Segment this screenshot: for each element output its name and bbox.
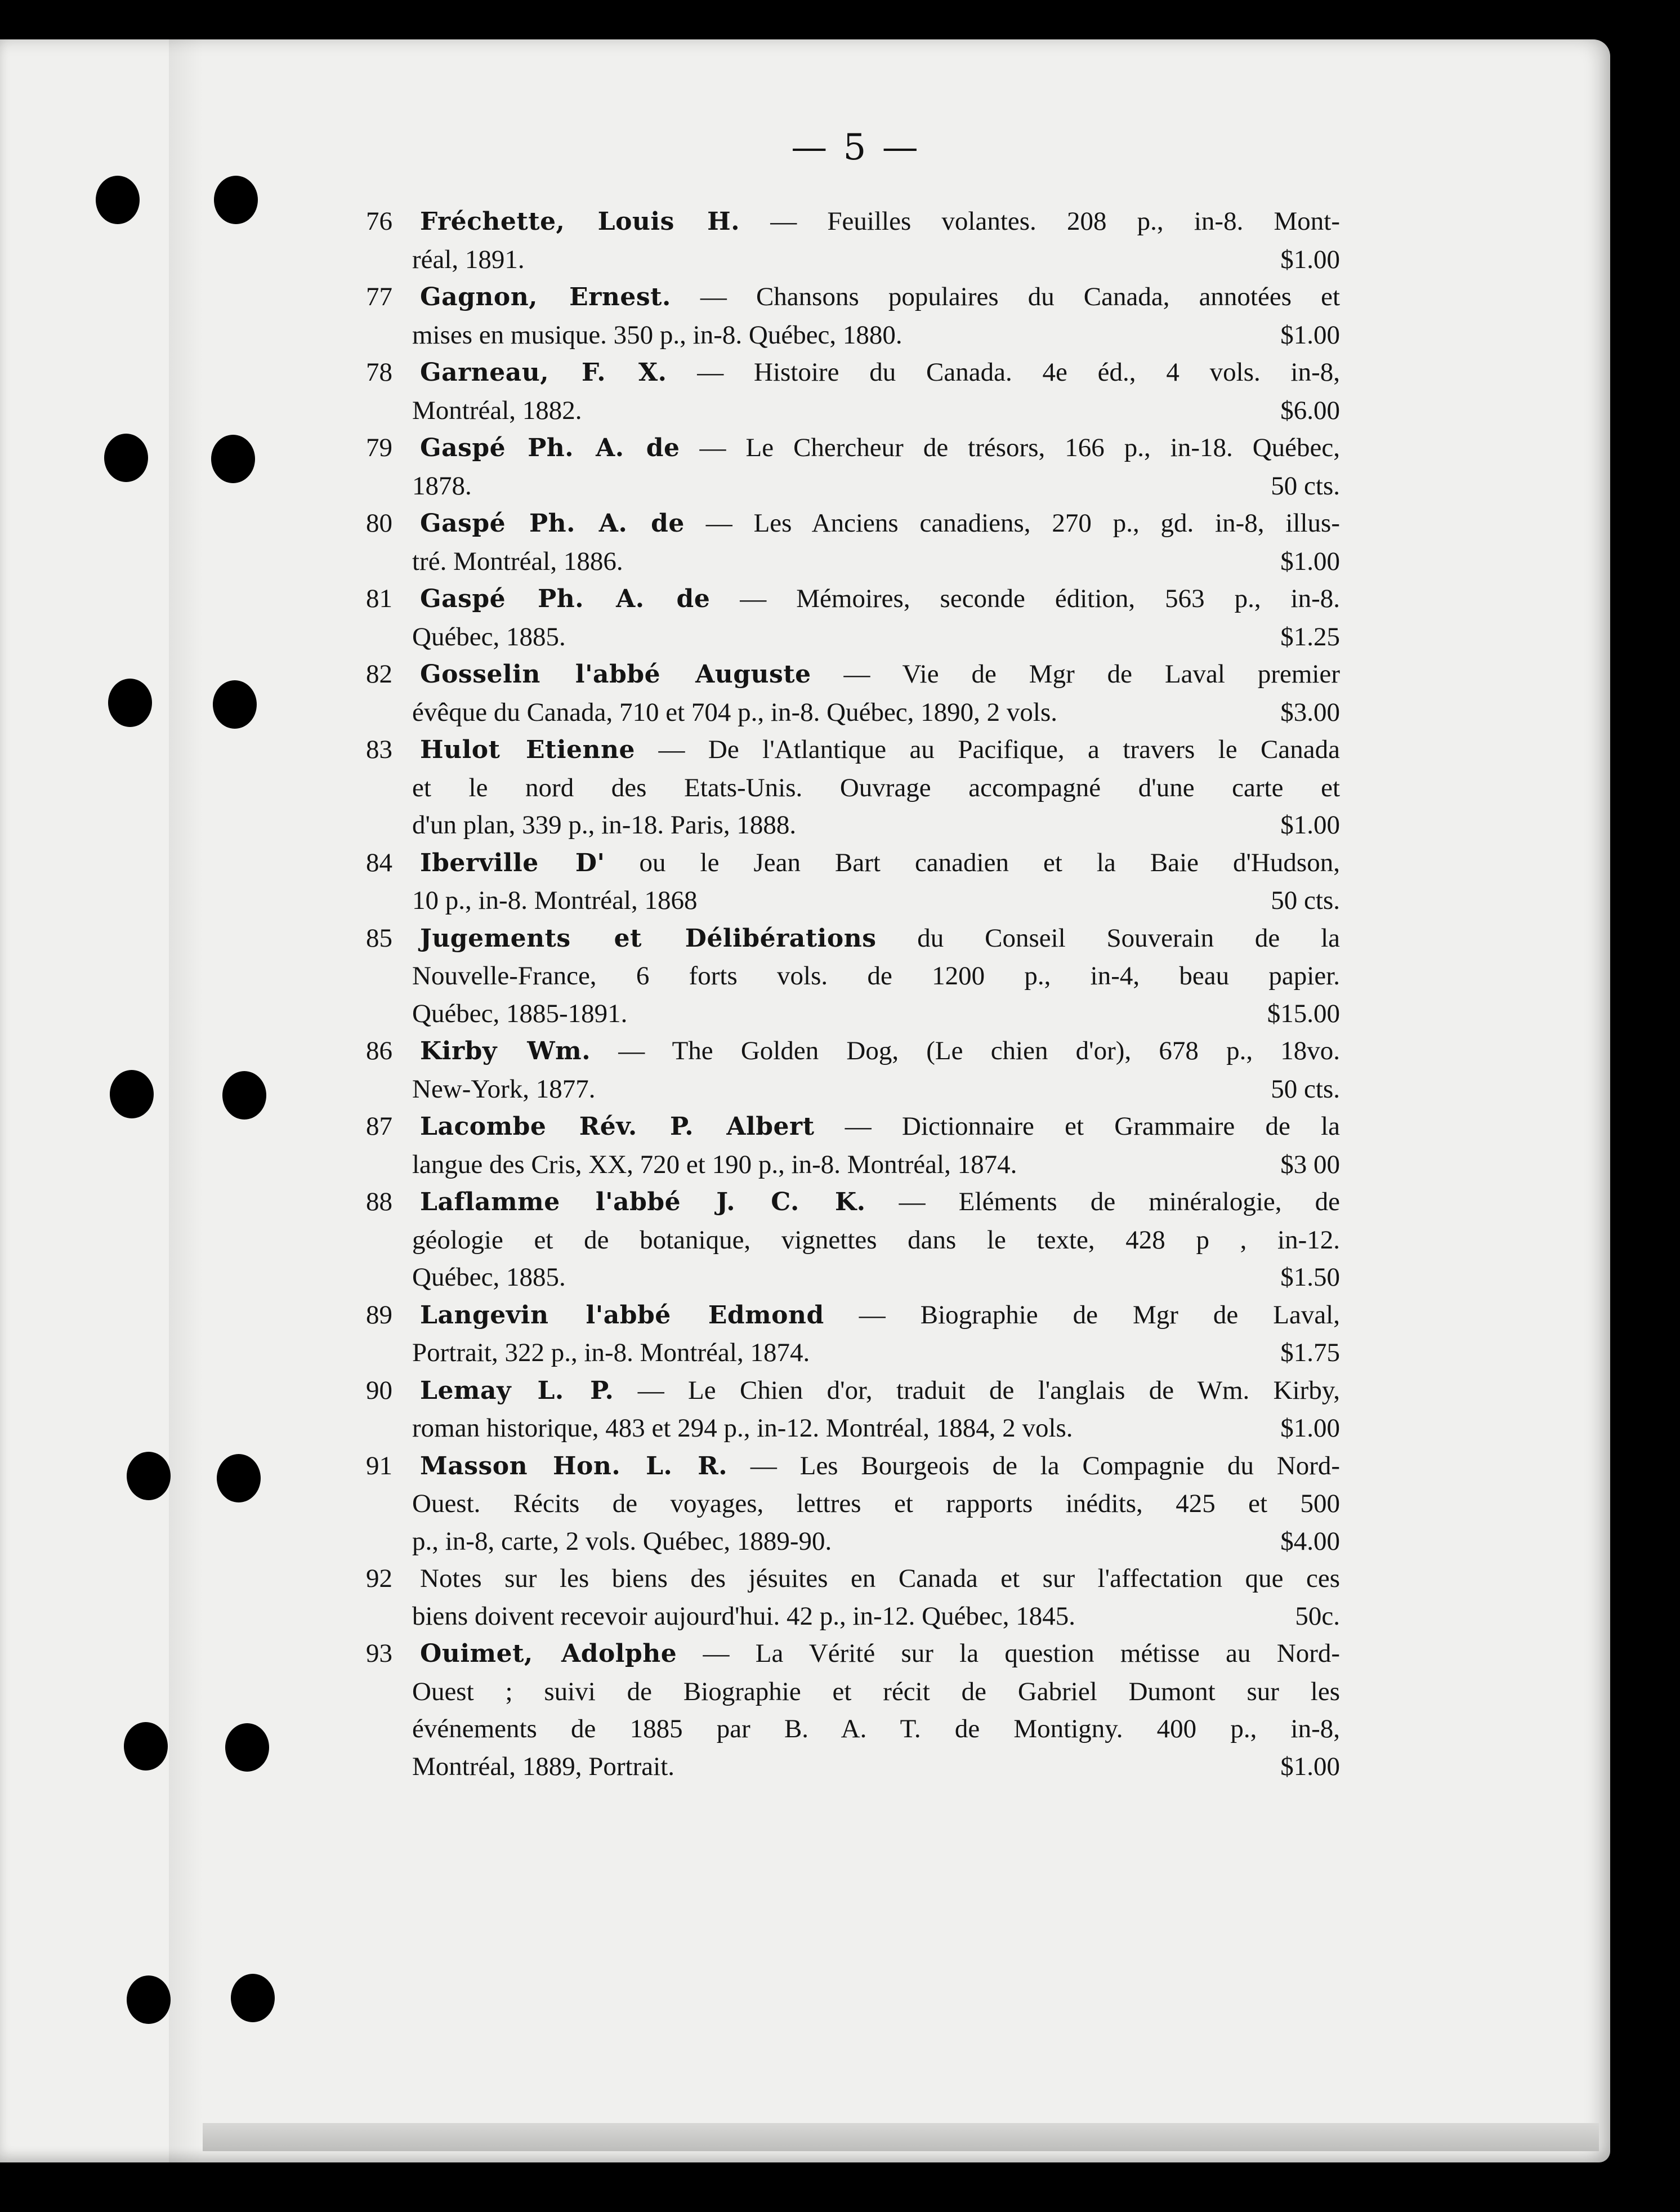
entry-price: $15.00 bbox=[1267, 998, 1340, 1028]
catalog-entry bbox=[366, 354, 1340, 429]
entry-publication-info: New-York, 1877. bbox=[412, 1074, 596, 1104]
entry-description: — La Vérité sur la question métisse au Nord- bbox=[703, 1639, 1340, 1668]
catalog-entry bbox=[366, 580, 1340, 655]
entry-publication-info: tré. Montréal, 1886. bbox=[412, 546, 623, 576]
entry-number: 77 bbox=[366, 282, 392, 311]
page-bottom-edge bbox=[203, 2123, 1599, 2151]
entry-title-line bbox=[420, 1183, 1340, 1221]
entry-last-line bbox=[366, 316, 1340, 354]
entry-author: Masson Hon. L. R. bbox=[420, 1451, 728, 1480]
binding-hole-right-4 bbox=[222, 1071, 266, 1120]
entry-price: $1.25 bbox=[1280, 622, 1340, 652]
entry-description: — Le Chien d'or, traduit de l'anglais de Wm. Kirby, bbox=[637, 1375, 1341, 1405]
entry-author: Gaspé Ph. A. de bbox=[420, 509, 685, 538]
entry-number: 84 bbox=[366, 848, 392, 877]
entry-number: 86 bbox=[366, 1036, 392, 1065]
entry-publication-info: Montréal, 1889, Portrait. bbox=[412, 1751, 675, 1781]
entry-title-line bbox=[420, 580, 1340, 618]
entry-title-line bbox=[420, 354, 1340, 392]
entry-publication-info: évêque du Canada, 710 et 704 p., in-8. Québec, 1890, 2 vols. bbox=[412, 697, 1058, 727]
entry-number: 80 bbox=[366, 509, 392, 538]
entry-price: $1.50 bbox=[1280, 1263, 1340, 1292]
entry-publication-info: mises en musique. 350 p., in-8. Québec, 1880. bbox=[412, 320, 902, 350]
binding-hole-left-4 bbox=[110, 1070, 154, 1118]
entry-author: Fréchette, Louis H. bbox=[420, 207, 740, 236]
entry-price: $3.00 bbox=[1280, 697, 1340, 727]
catalog-entry bbox=[366, 731, 1340, 844]
entry-last-line bbox=[366, 543, 1340, 581]
entry-description: — Vie de Mgr de Laval premier bbox=[843, 659, 1340, 689]
entry-publication-info: roman historique, 483 et 294 p., in-12. Montréal, 1884, 2 vols. bbox=[412, 1413, 1073, 1443]
entry-continuation-line: Ouest ; suivi de Biographie et récit de Gabriel Dumont sur les bbox=[412, 1676, 1340, 1706]
catalog-entry bbox=[366, 1560, 1340, 1635]
entry-description: — Chansons populaires du Canada, annotées et bbox=[700, 282, 1341, 311]
catalog-entry bbox=[366, 844, 1340, 920]
entry-continuation-line: géologie et de botanique, vignettes dans le texte, 428 p , in-12. bbox=[412, 1225, 1340, 1255]
entry-last-line bbox=[366, 1334, 1340, 1372]
catalog-entry-first-line bbox=[366, 1635, 1340, 1673]
entry-author: Iberville D' bbox=[420, 848, 605, 877]
binding-hole-left-1 bbox=[96, 176, 140, 224]
catalog-entry-first-line bbox=[366, 580, 1340, 618]
entry-number: 85 bbox=[366, 923, 392, 953]
binding-hole-left-7 bbox=[127, 1975, 171, 2024]
entry-title-line bbox=[420, 278, 1340, 316]
entry-description: — Mémoires, seconde édition, 563 p., in-8. bbox=[740, 584, 1341, 613]
catalog-entry-first-line bbox=[366, 1560, 1340, 1598]
binding-hole-right-5 bbox=[217, 1454, 261, 1502]
entry-last-line bbox=[366, 1146, 1340, 1184]
binding-hole-left-3 bbox=[108, 679, 152, 727]
entry-author: Lacombe Rév. P. Albert bbox=[420, 1112, 815, 1141]
entry-last-line bbox=[366, 995, 1340, 1033]
catalog-entry-first-line bbox=[366, 505, 1340, 543]
entry-description: — Les Bourgeois de la Compagnie du Nord- bbox=[750, 1451, 1341, 1480]
entry-publication-info: Québec, 1885-1891. bbox=[412, 998, 628, 1028]
entry-author: Gosselin l'abbé Auguste bbox=[420, 660, 811, 689]
entry-number: 79 bbox=[366, 433, 392, 462]
entry-title-line bbox=[420, 1560, 1340, 1598]
catalog-entry bbox=[366, 278, 1340, 354]
entry-author: Ouimet, Adolphe bbox=[420, 1639, 677, 1668]
entry-title-line bbox=[420, 1108, 1340, 1146]
entry-description: — Dictionnaire et Grammaire de la bbox=[845, 1112, 1341, 1141]
catalog-entry bbox=[366, 1108, 1340, 1183]
entry-description: Notes sur les biens des jésuites en Canada et sur l'affectation que ces bbox=[420, 1564, 1340, 1593]
catalog-entry-first-line bbox=[366, 203, 1340, 241]
catalog-entry-first-line bbox=[366, 1183, 1340, 1221]
catalog-entry bbox=[366, 429, 1340, 505]
entry-author: Hulot Etienne bbox=[420, 735, 636, 764]
entry-price: $1.00 bbox=[1280, 546, 1340, 576]
entry-number: 81 bbox=[366, 584, 392, 613]
binding-hole-right-6 bbox=[225, 1723, 269, 1772]
entry-publication-info: langue des Cris, XX, 720 et 190 p., in-8. Montréal, 1874. bbox=[412, 1149, 1017, 1179]
entry-number: 87 bbox=[366, 1112, 392, 1141]
entry-number: 78 bbox=[366, 358, 392, 387]
catalog-entry-first-line bbox=[366, 920, 1340, 958]
entry-last-line bbox=[366, 1410, 1340, 1447]
catalog-entry bbox=[366, 1032, 1340, 1108]
entry-publication-info: d'un plan, 339 p., in-18. Paris, 1888. bbox=[412, 810, 797, 840]
entry-number: 88 bbox=[366, 1187, 392, 1216]
entry-continuation-line: et le nord des Etats-Unis. Ouvrage accompagné d'une carte et bbox=[412, 773, 1340, 802]
catalog-entry-first-line bbox=[366, 731, 1340, 769]
entry-number: 89 bbox=[366, 1300, 392, 1330]
catalog-entry bbox=[366, 1296, 1340, 1372]
entry-author: Garneau, F. X. bbox=[420, 358, 667, 387]
entry-price: $1.00 bbox=[1280, 810, 1340, 840]
entry-continuation-line: Nouvelle-France, 6 forts vols. de 1200 p., in-4, beau papier. bbox=[412, 961, 1340, 991]
entry-last-line bbox=[366, 241, 1340, 279]
binding-hole-right-7 bbox=[231, 1974, 275, 2022]
entry-title-line bbox=[420, 920, 1340, 958]
entry-number: 92 bbox=[366, 1564, 392, 1593]
entry-last-line bbox=[366, 1598, 1340, 1635]
entry-description: — Eléments de minéralogie, de bbox=[899, 1187, 1340, 1216]
catalog-entry-first-line bbox=[366, 1108, 1340, 1146]
entry-description: — Le Chercheur de trésors, 166 p., in-18. Québec, bbox=[699, 433, 1341, 462]
catalog-entry bbox=[366, 505, 1340, 580]
entry-price: $1.00 bbox=[1280, 320, 1340, 350]
catalog-entry-first-line bbox=[366, 844, 1340, 882]
entry-publication-info: biens doivent recevoir aujourd'hui. 42 p., in-12. Québec, 1845. bbox=[412, 1601, 1075, 1631]
catalog-entry-first-line bbox=[366, 354, 1340, 392]
entry-author: Langevin l'abbé Edmond bbox=[420, 1300, 824, 1330]
entry-price: $3 00 bbox=[1280, 1149, 1340, 1179]
entry-title-line bbox=[420, 1447, 1340, 1486]
entry-number: 83 bbox=[366, 735, 392, 764]
entry-author: Kirby Wm. bbox=[420, 1037, 591, 1065]
entry-last-line bbox=[366, 392, 1340, 430]
entry-price: $1.00 bbox=[1280, 244, 1340, 274]
entry-title-line bbox=[420, 731, 1340, 769]
page-fold-shadow bbox=[169, 39, 203, 2162]
book-catalog-list bbox=[366, 203, 1340, 1785]
catalog-entry-first-line bbox=[366, 655, 1340, 694]
entry-price: 50c. bbox=[1295, 1601, 1340, 1631]
catalog-entry-first-line bbox=[366, 1296, 1340, 1335]
entry-title-line bbox=[420, 655, 1340, 694]
entry-last-line bbox=[366, 806, 1340, 844]
entry-title-line bbox=[420, 505, 1340, 543]
entry-publication-info: p., in-8, carte, 2 vols. Québec, 1889-90. bbox=[412, 1526, 832, 1556]
entry-continuation-line: Ouest. Récits de voyages, lettres et rapports inédits, 425 et 500 bbox=[412, 1489, 1340, 1518]
catalog-entry bbox=[366, 1372, 1340, 1447]
entry-publication-info: Portrait, 322 p., in-8. Montréal, 1874. bbox=[412, 1338, 810, 1367]
page-number: — 5 — bbox=[791, 127, 921, 168]
entry-description: ou le Jean Bart canadien et la Baie d'Hudson, bbox=[639, 848, 1340, 877]
entry-author: Jugements et Délibérations bbox=[420, 924, 877, 953]
entry-author: Gagnon, Ernest. bbox=[420, 283, 671, 311]
entry-publication-info: Québec, 1885. bbox=[412, 622, 566, 652]
binding-hole-left-5 bbox=[127, 1452, 171, 1500]
binding-hole-left-6 bbox=[124, 1722, 168, 1771]
entry-price: 50 cts. bbox=[1271, 471, 1340, 501]
entry-title-line bbox=[420, 429, 1340, 467]
entry-number: 90 bbox=[366, 1375, 392, 1405]
entry-price: $1.00 bbox=[1280, 1413, 1340, 1443]
entry-description: — Histoire du Canada. 4e éd., 4 vols. in-8, bbox=[697, 358, 1341, 387]
entry-last-line bbox=[366, 1748, 1340, 1786]
catalog-entry bbox=[366, 1447, 1340, 1560]
entry-publication-info: Montréal, 1882. bbox=[412, 395, 582, 425]
entry-description: du Conseil Souverain de la bbox=[917, 923, 1340, 953]
entry-last-line bbox=[366, 882, 1340, 920]
entry-number: 91 bbox=[366, 1451, 392, 1480]
entry-title-line bbox=[420, 1032, 1340, 1071]
entry-last-line bbox=[366, 1523, 1340, 1560]
entry-price: $1.00 bbox=[1280, 1751, 1340, 1781]
entry-last-line bbox=[366, 618, 1340, 656]
entry-author: Laflamme l'abbé J. C. K. bbox=[420, 1188, 866, 1216]
entry-author: Gaspé Ph. A. de bbox=[420, 434, 680, 462]
entry-continuation-line: événements de 1885 par B. A. T. de Montigny. 400 p., in-8, bbox=[412, 1714, 1340, 1743]
entry-description: — Les Anciens canadiens, 270 p., gd. in-8, illus- bbox=[705, 509, 1341, 538]
binding-hole-right-1 bbox=[214, 176, 258, 224]
entry-price: $6.00 bbox=[1280, 395, 1340, 425]
catalog-entry-first-line bbox=[366, 429, 1340, 467]
entry-description: — Feuilles volantes. 208 p., in-8. Mont- bbox=[770, 207, 1341, 236]
binding-hole-left-2 bbox=[104, 434, 148, 482]
entry-price: $4.00 bbox=[1280, 1526, 1340, 1556]
entry-number: 93 bbox=[366, 1639, 392, 1668]
entry-title-line bbox=[420, 1372, 1340, 1410]
entry-author: Gaspé Ph. A. de bbox=[420, 585, 711, 613]
catalog-entry bbox=[366, 1635, 1340, 1785]
entry-description: — Biographie de Mgr de Laval, bbox=[859, 1300, 1340, 1330]
catalog-entry-first-line bbox=[366, 278, 1340, 316]
entry-publication-info: Québec, 1885. bbox=[412, 1263, 566, 1292]
catalog-entry-first-line bbox=[366, 1447, 1340, 1486]
catalog-entry bbox=[366, 655, 1340, 731]
entry-author: Lemay L. P. bbox=[420, 1376, 614, 1405]
entry-price: 50 cts. bbox=[1271, 1074, 1340, 1104]
entry-number: 76 bbox=[366, 207, 392, 236]
entry-price: 50 cts. bbox=[1271, 886, 1340, 915]
catalog-entry bbox=[366, 1183, 1340, 1296]
entry-description: — De l'Atlantique au Pacifique, a travers le Canada bbox=[658, 735, 1340, 764]
catalog-entry-first-line bbox=[366, 1372, 1340, 1410]
entry-title-line bbox=[420, 1635, 1340, 1673]
entry-last-line bbox=[366, 694, 1340, 732]
entry-title-line bbox=[420, 203, 1340, 241]
entry-publication-info: 10 p., in-8. Montréal, 1868 bbox=[412, 886, 698, 915]
binding-hole-right-2 bbox=[211, 435, 255, 483]
entry-number: 82 bbox=[366, 659, 392, 689]
entry-publication-info: 1878. bbox=[412, 471, 472, 501]
catalog-entry bbox=[366, 920, 1340, 1033]
entry-last-line bbox=[366, 1259, 1340, 1296]
catalog-entry-first-line bbox=[366, 1032, 1340, 1071]
entry-title-line bbox=[420, 844, 1340, 882]
entry-publication-info: réal, 1891. bbox=[412, 244, 525, 274]
catalog-entry bbox=[366, 203, 1340, 278]
entry-description: — The Golden Dog, (Le chien d'or), 678 p., 18vo. bbox=[618, 1036, 1341, 1065]
entry-last-line bbox=[366, 1071, 1340, 1108]
binding-hole-right-3 bbox=[213, 680, 257, 729]
entry-price: $1.75 bbox=[1280, 1338, 1340, 1367]
entry-last-line bbox=[366, 467, 1340, 505]
entry-title-line bbox=[420, 1296, 1340, 1335]
